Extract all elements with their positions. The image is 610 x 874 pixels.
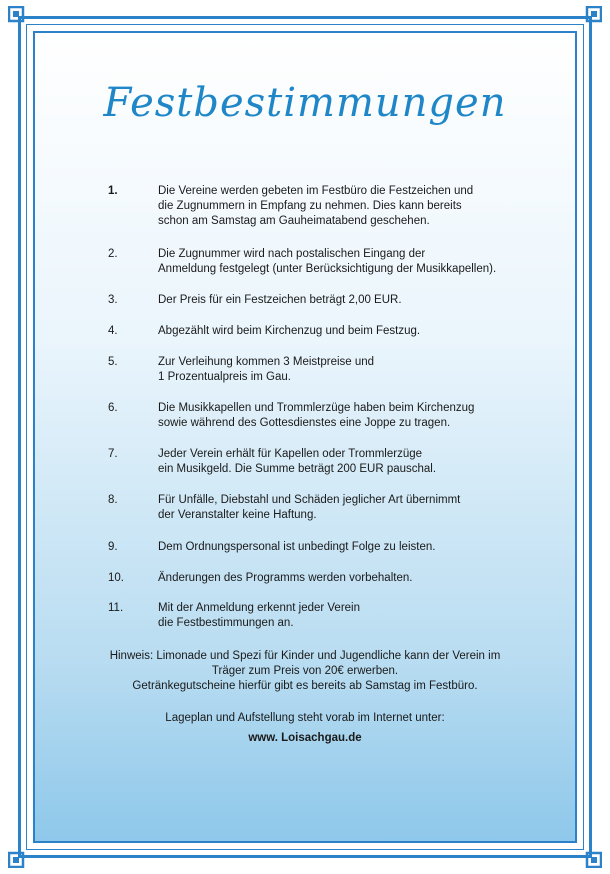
notice-line: Hinweis: Limonade und Spezi für Kinder und Jugendliche kann der Verein im [109,650,501,662]
page-title: Festbestimmungen [103,80,507,126]
item-number: 9. [108,541,118,553]
corner-ornament-icon [568,6,602,40]
item-text: Der Preis für ein Festzeichen beträgt 2,00 EUR. [158,294,402,306]
item-number: 6. [108,402,118,414]
item-number: 7. [108,448,118,460]
item-number: 1. [108,185,118,197]
item-text: Dem Ordnungspersonal ist unbedingt Folge zu leisten. [158,541,436,553]
notice-line: Getränkegutscheine hierfür gibt es bereits ab Samstag im Festbüro. [132,680,478,692]
item-text: Abgezählt wird beim Kirchenzug und beim Festzug. [158,325,421,337]
item-text: Die Musikkapellen und Trommlerzüge haben beim Kirchenzug sowie während des Gottesdienstes eine Joppe zu tragen. [158,402,475,429]
lageplan-text: Lageplan und Aufstellung steht vorab im Internet unter: [165,712,445,724]
item-text: Die Zugnummer wird nach postalischen Eingang der Anmeldung festgelegt (unter Berücksichtigung der Musikkapellen). [158,248,497,275]
corner-ornament-icon [8,834,42,868]
item-text: Jeder Verein erhält für Kapellen oder Trommlerzüge ein Musikgeld. Die Summe beträgt 200 EUR pauschal. [158,448,437,475]
item-text: Zur Verleihung kommen 3 Meistpreise und 1 Prozentualpreis im Gau. [158,356,375,383]
corner-ornament-icon [568,834,602,868]
notice-line: Träger zum Preis von 20€ erwerben. [211,665,399,677]
item-text: Änderungen des Programms werden vorbehalten. [158,572,413,584]
item-text: Für Unfälle, Diebstahl und Schäden jeglicher Art übernimmt der Veranstalter keine Haftung. [158,494,461,521]
item-number: 10. [108,572,124,584]
item-text: Die Vereine werden gebeten im Festbüro die Festzeichen und die Zugnummern in Empfang zu nehmen. Dies kann bereits schon am Samstag am Gauheimatabend geschehen. [158,185,474,227]
item-text: Mit der Anmeldung erkennt jeder Verein die Festbestimmungen an. [158,602,361,629]
item-number: 4. [108,325,118,337]
item-number: 3. [108,294,118,306]
website-link[interactable]: www. Loisachgau.de [248,732,362,744]
item-number: 8. [108,494,118,506]
item-number: 5. [108,356,118,368]
notice-block [60,649,550,694]
item-number: 11. [108,602,124,614]
item-number: 2. [108,248,118,260]
corner-ornament-icon [8,6,42,40]
